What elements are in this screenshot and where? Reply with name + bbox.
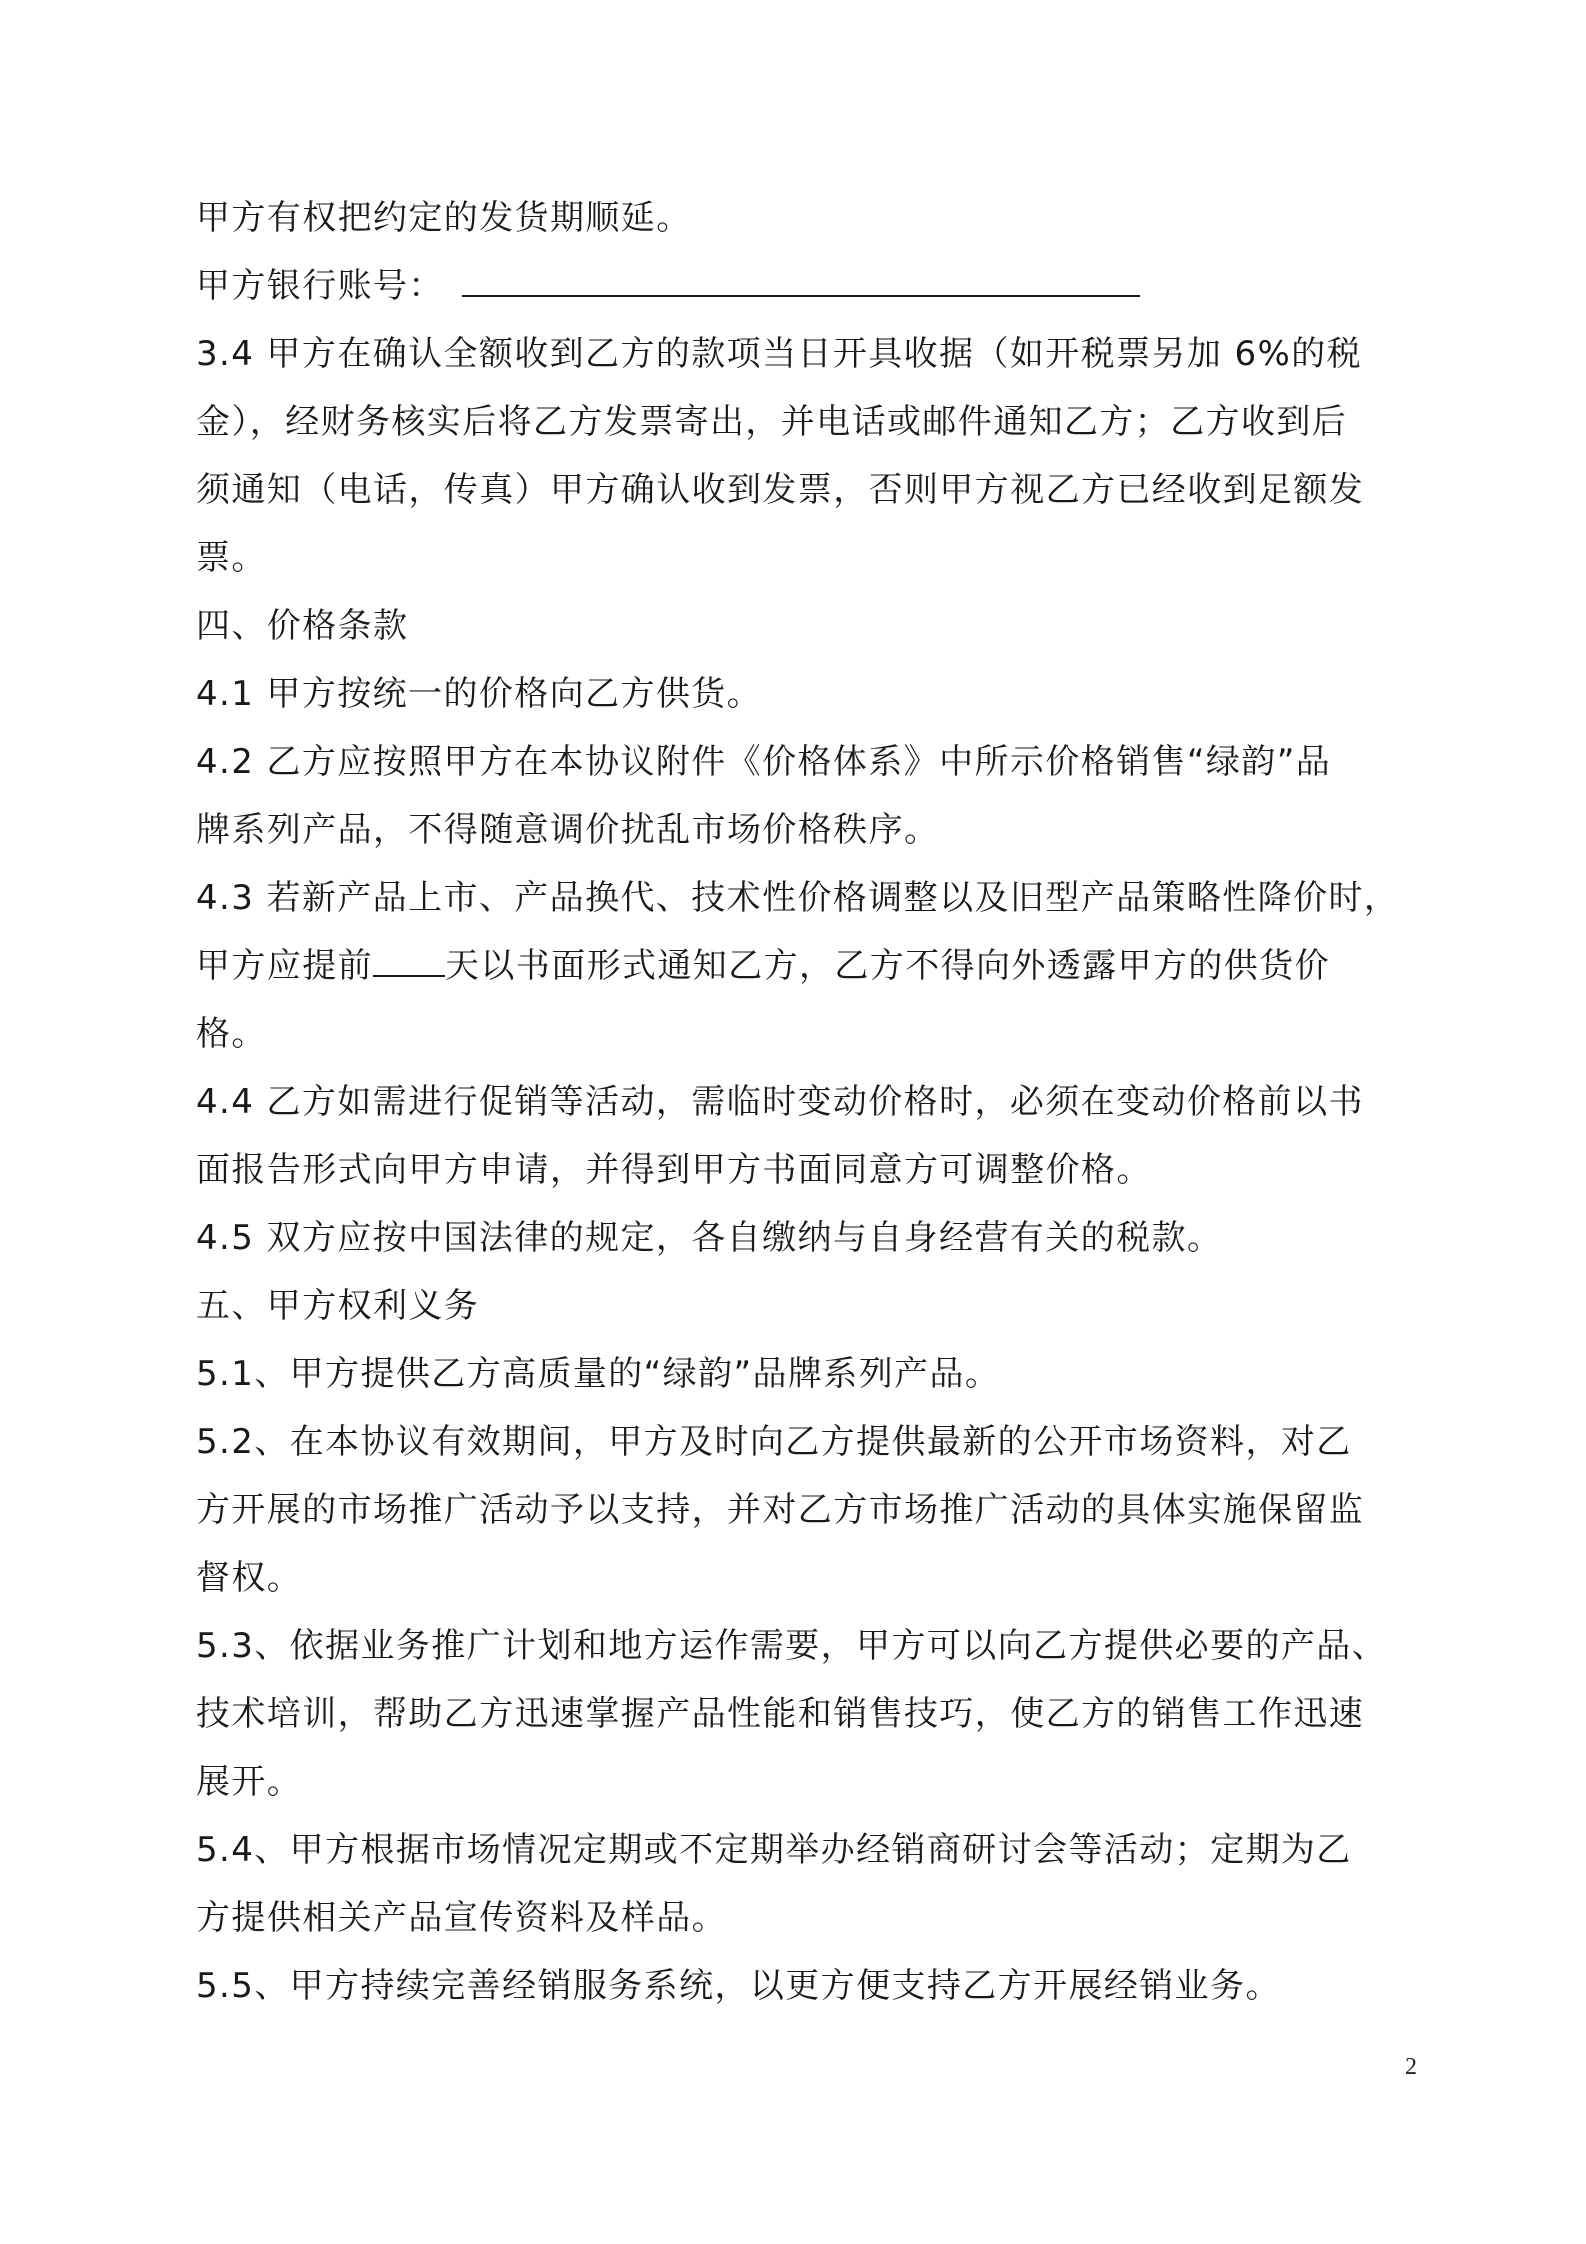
text-line: 4.4 乙方如需进行促销等活动，需临时变动价格时，必须在变动价格前以书 — [196, 1082, 1364, 1122]
text-line: 展开。 — [196, 1762, 303, 1802]
text-line: 票。 — [196, 538, 267, 578]
text-line: 金），经财务核实后将乙方发票寄出，并电话或邮件通知乙方；乙方收到后 — [196, 402, 1348, 442]
text-line: 5.3、依据业务推广计划和地方运作需要，甲方可以向乙方提供必要的产品、 — [196, 1626, 1388, 1666]
text-line: 甲方有权把约定的发货期顺延。 — [196, 198, 692, 238]
text-line: 4.3 若新产品上市、产品换代、技术性价格调整以及旧型产品策略性降价时， — [196, 878, 1400, 918]
text-line: 技术培训，帮助乙方迅速掌握产品性能和销售技巧，使乙方的销售工作迅速 — [196, 1694, 1365, 1734]
text-line: 格。 — [196, 1014, 267, 1054]
text-line: 5.2、在本协议有效期间，甲方及时向乙方提供最新的公开市场资料，对乙 — [196, 1422, 1352, 1462]
notice-days-suffix: 天以书面形式通知乙方，乙方不得向外透露甲方的供货价 — [445, 946, 1330, 986]
text-line: 5.1、甲方提供乙方高质量的“绿韵”品牌系列产品。 — [196, 1354, 1001, 1394]
bank-account-blank — [462, 261, 1140, 297]
page-number: 2 — [1405, 2054, 1417, 2080]
text-line: 3.4 甲方在确认全额收到乙方的款项当日开具收据（如开税票另加 6%的税 — [196, 334, 1363, 374]
text-line: 方开展的市场推广活动予以支持，并对乙方市场推广活动的具体实施保留监 — [196, 1490, 1365, 1530]
text-line: 4.1 甲方按统一的价格向乙方供货。 — [196, 674, 763, 714]
text-line: 4.5 双方应按中国法律的规定，各自缴纳与自身经营有关的税款。 — [196, 1218, 1223, 1258]
text-line: 面报告形式向甲方申请，并得到甲方书面同意方可调整价格。 — [196, 1150, 1152, 1190]
notice-days-prefix: 甲方应提前 — [196, 946, 373, 986]
text-line: 牌系列产品，不得随意调价扰乱市场价格秩序。 — [196, 810, 940, 850]
text-line: 4.2 乙方应按照甲方在本协议附件《价格体系》中所示价格销售“绿韵”品 — [196, 742, 1332, 782]
text-line: 5.4、甲方根据市场情况定期或不定期举办经销商研讨会等活动；定期为乙 — [196, 1830, 1352, 1870]
document-body — [196, 184, 1426, 2020]
notice-days-blank — [373, 941, 445, 977]
text-line: 须通知（电话，传真）甲方确认收到发票，否则甲方视乙方已经收到足额发 — [196, 470, 1365, 510]
bank-account-label: 甲方银行账号： — [196, 266, 444, 306]
bank-account-line — [196, 252, 1426, 320]
notice-days-line — [196, 932, 1426, 1000]
text-line: 5.5、甲方持续完善经销服务系统，以更方便支持乙方开展经销业务。 — [196, 1966, 1281, 2006]
section-heading: 五、甲方权利义务 — [196, 1286, 480, 1326]
text-line: 方提供相关产品宣传资料及样品。 — [196, 1898, 727, 1938]
text-line: 督权。 — [196, 1558, 303, 1598]
section-heading: 四、价格条款 — [196, 606, 409, 646]
